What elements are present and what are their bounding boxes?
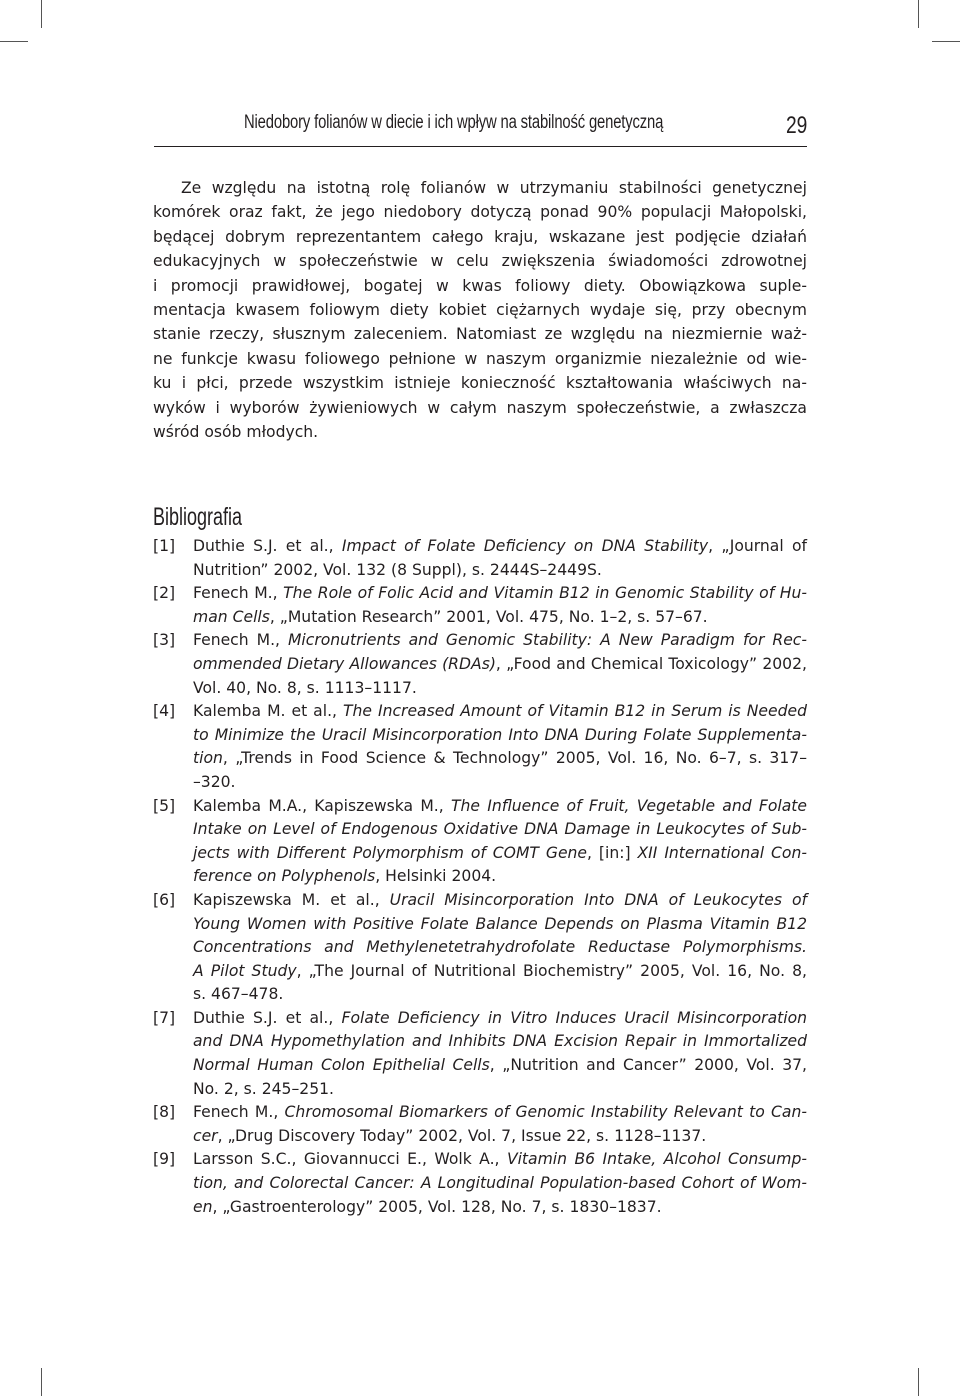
- reference-number: [1]: [153, 537, 176, 555]
- reference-text-segment: , „Nutrition and Cancer” 2000, Vol. 37,: [489, 1056, 807, 1075]
- reference-number: [2]: [153, 584, 176, 603]
- header-rule: [154, 146, 807, 147]
- reference-line: [193, 983, 807, 1007]
- reference-title-segment: Impact of Folate Deficiency on DNA Stability: [341, 537, 709, 555]
- reference-text-segment: No. 2, s. 245–251.: [193, 1079, 334, 1098]
- reference-line: [193, 771, 807, 795]
- reference-line: [193, 677, 807, 701]
- body-line: mentacja kwasem foliowym diety kobiet ciężarnych wydaje się, przy obecnym: [153, 301, 807, 320]
- reference-title-segment: Young Women with Positive Folate Balance Depends on Plasma Vitamin B12: [193, 914, 807, 933]
- reference-line: [193, 936, 807, 960]
- reference-text-segment: , [in:]: [587, 843, 638, 862]
- reference-text-segment: Fenech M.,: [193, 631, 288, 650]
- reference-text-segment: , „Drug Discovery Today” 2002, Vol. 7, Issue 22, s. 1128–1137.: [217, 1126, 707, 1145]
- reference-line: [193, 1196, 807, 1220]
- reference-number: [4]: [153, 702, 176, 721]
- running-title: Niedobory folianów w diecie i ich wpływ na stabilność genetyczną: [244, 112, 664, 133]
- bibliography-heading: Bibliografia: [153, 503, 243, 531]
- reference-line: [193, 1101, 807, 1125]
- reference-title-segment: Concentrations and Methylenetetrahydrofolate Reductase Polymorphisms.: [193, 938, 807, 957]
- reference-line: [193, 1172, 807, 1196]
- reference-title-segment: ommended Dietary Allowances (RDAs): [193, 654, 496, 673]
- body-line: komórek oraz fakt, że jego niedobory dotyczą ponad 90% populacji Małopolski,: [153, 203, 807, 222]
- body-line: ne funkcje kwasu foliowego pełnione w naszym organizmie niezależnie od wie-: [153, 349, 807, 368]
- reference-line: [193, 818, 807, 842]
- reference-title-segment: The Influence of Fruit, Vegetable and Folate: [450, 796, 807, 815]
- reference-text-segment: Kapiszewska M. et al.,: [193, 890, 390, 909]
- reference-item: [153, 629, 807, 700]
- reference-text-segment: s. 467–478.: [193, 985, 284, 1004]
- crop-mark: [41, 1368, 42, 1396]
- reference-line: [193, 842, 807, 866]
- reference-number: [9]: [153, 1150, 176, 1169]
- reference-title-segment: cer: [193, 1126, 218, 1145]
- body-line: wyków i wyborów żywieniowych w całym naszym społeczeństwie, a zwłaszcza: [153, 398, 807, 417]
- body-paragraph: [153, 176, 807, 444]
- reference-title-segment: Intake on Level of Endogenous Oxidative DNA Damage in Leukocytes of Sub-: [193, 820, 807, 839]
- reference-item: [153, 582, 807, 629]
- reference-title-segment: ference on Polyphenols: [193, 867, 376, 886]
- reference-line: [193, 1125, 807, 1149]
- reference-number: [3]: [153, 631, 176, 650]
- reference-line: [193, 889, 807, 913]
- reference-title-segment: jects with Different Polymorphism of COMT Gene: [193, 843, 588, 862]
- page-number: 29: [786, 112, 808, 139]
- reference-title-segment: and DNA Hypomethylation and Inhibits DNA Excision Repair in Immortalized: [193, 1032, 807, 1051]
- reference-item: [153, 795, 807, 889]
- reference-line: [193, 1054, 807, 1078]
- reference-line: [193, 606, 807, 630]
- reference-line: [193, 865, 807, 889]
- reference-line: [193, 795, 807, 819]
- body-line: edukacyjnych w społeczeństwie w celu zwiększenia świadomości zdrowotnej: [153, 252, 807, 271]
- reference-text-segment: Fenech M.,: [193, 584, 284, 603]
- reference-text-segment: –320.: [193, 772, 236, 791]
- reference-line: [193, 1078, 807, 1102]
- reference-text-segment: , Helsinki 2004.: [375, 867, 497, 886]
- reference-line: [193, 747, 807, 771]
- crop-mark: [918, 0, 919, 28]
- reference-line: [193, 535, 807, 559]
- body-line: Ze względu na istotną rolę folianów w utrzymaniu stabilności genetycznej: [181, 179, 807, 197]
- reference-item: [153, 889, 807, 1007]
- reference-line: [193, 913, 807, 937]
- body-line: i promocji prawidłowej, bogatej w kwas foliowy diety. Obowiązkowa suple-: [153, 276, 807, 295]
- reference-item: [153, 1007, 807, 1101]
- reference-item: [153, 1101, 807, 1148]
- reference-item: [153, 700, 807, 794]
- reference-number: [5]: [153, 796, 176, 815]
- reference-title-segment: The Increased Amount of Vitamin B12 in Serum is Needed: [342, 702, 807, 721]
- reference-title-segment: Uracil Misincorporation Into DNA of Leukocytes of: [389, 890, 807, 909]
- reference-text-segment: Larsson S.C., Giovannucci E., Wolk A.,: [193, 1150, 507, 1169]
- reference-text-segment: Duthie S.J. et al.,: [193, 1008, 342, 1027]
- reference-text-segment: Vol. 40, No. 8, s. 1113–1117.: [193, 678, 417, 697]
- reference-line: [193, 700, 807, 724]
- body-line: wśród osób młodych.: [153, 423, 319, 442]
- reference-line: [193, 960, 807, 984]
- body-line: ku i płci, przede wszystkim istnieje konieczność kształtowania właściwych na-: [153, 374, 807, 393]
- reference-line: [193, 1030, 807, 1054]
- reference-title-segment: Vitamin B6 Intake, Alcohol Consump-: [506, 1150, 807, 1169]
- reference-item: [153, 535, 807, 582]
- crop-mark: [918, 1368, 919, 1396]
- reference-title-segment: tion, and Colorectal Cancer: A Longitudinal Population-based Cohort of Wom-: [193, 1174, 807, 1193]
- reference-title-segment: to Minimize the Uracil Misincorporation Into DNA During Folate Supplementa-: [193, 725, 807, 744]
- reference-title-segment: XII International Con-: [637, 843, 807, 862]
- reference-text-segment: Fenech M.,: [193, 1103, 285, 1122]
- reference-item: [153, 1148, 807, 1219]
- reference-text-segment: Nutrition” 2002, Vol. 132 (8 Suppl), s. 2444S–2449S.: [193, 560, 602, 579]
- reference-text-segment: , „Gastroenterology” 2005, Vol. 128, No. 7, s. 1830–1837.: [212, 1197, 662, 1216]
- reference-title-segment: Micronutrients and Genomic Stability: A New Paradigm for Rec-: [287, 631, 807, 650]
- reference-line: [193, 582, 807, 606]
- crop-mark: [41, 0, 42, 28]
- reference-line: [193, 724, 807, 748]
- reference-text-segment: Duthie S.J. et al.,: [193, 537, 342, 555]
- reference-number: [7]: [153, 1008, 176, 1027]
- body-line: stanie rzeczy, słusznym zaleceniem. Natomiast ze względu na niezmiernie waż-: [153, 325, 807, 344]
- reference-line: [193, 1007, 807, 1031]
- reference-title-segment: A Pilot Study: [193, 961, 297, 980]
- reference-list: [153, 535, 807, 1219]
- reference-title-segment: Chromosomal Biomarkers of Genomic Instability Relevant to Can-: [284, 1103, 807, 1122]
- body-line: będącej dobrym reprezentantem całego kraju, wskazane jest podjęcie działań: [153, 227, 807, 246]
- reference-title-segment: man Cells: [193, 607, 270, 626]
- reference-title-segment: Folate Deficiency in Vitro Induces Uracil Misincorporation: [341, 1008, 807, 1027]
- reference-line: [193, 559, 807, 583]
- reference-title-segment: tion: [193, 749, 223, 768]
- reference-title-segment: Normal Human Colon Epithelial Cells: [193, 1056, 490, 1075]
- reference-line: [193, 1148, 807, 1172]
- reference-text-segment: , „Food and Chemical Toxicology” 2002,: [495, 654, 807, 673]
- crop-mark: [0, 41, 28, 42]
- reference-text-segment: , „Trends in Food Science & Technology” 2005, Vol. 16, No. 6–7, s. 317–: [222, 749, 807, 768]
- reference-text-segment: Kalemba M.A., Kapiszewska M.,: [193, 796, 451, 815]
- reference-text-segment: , „The Journal of Nutritional Biochemistry” 2005, Vol. 16, No. 8,: [296, 961, 807, 980]
- reference-title-segment: en: [193, 1197, 213, 1216]
- reference-title-segment: The Role of Folic Acid and Vitamin B12 in Genomic Stability of Hu-: [283, 584, 807, 603]
- reference-line: [193, 629, 807, 653]
- crop-mark: [932, 41, 960, 42]
- reference-number: [8]: [153, 1103, 176, 1122]
- reference-line: [193, 653, 807, 677]
- reference-text-segment: Kalemba M. et al.,: [193, 702, 343, 721]
- reference-text-segment: , „Mutation Research” 2001, Vol. 475, No. 1–2, s. 57–67.: [269, 607, 708, 626]
- reference-number: [6]: [153, 890, 176, 909]
- reference-text-segment: , „Journal of: [708, 537, 807, 555]
